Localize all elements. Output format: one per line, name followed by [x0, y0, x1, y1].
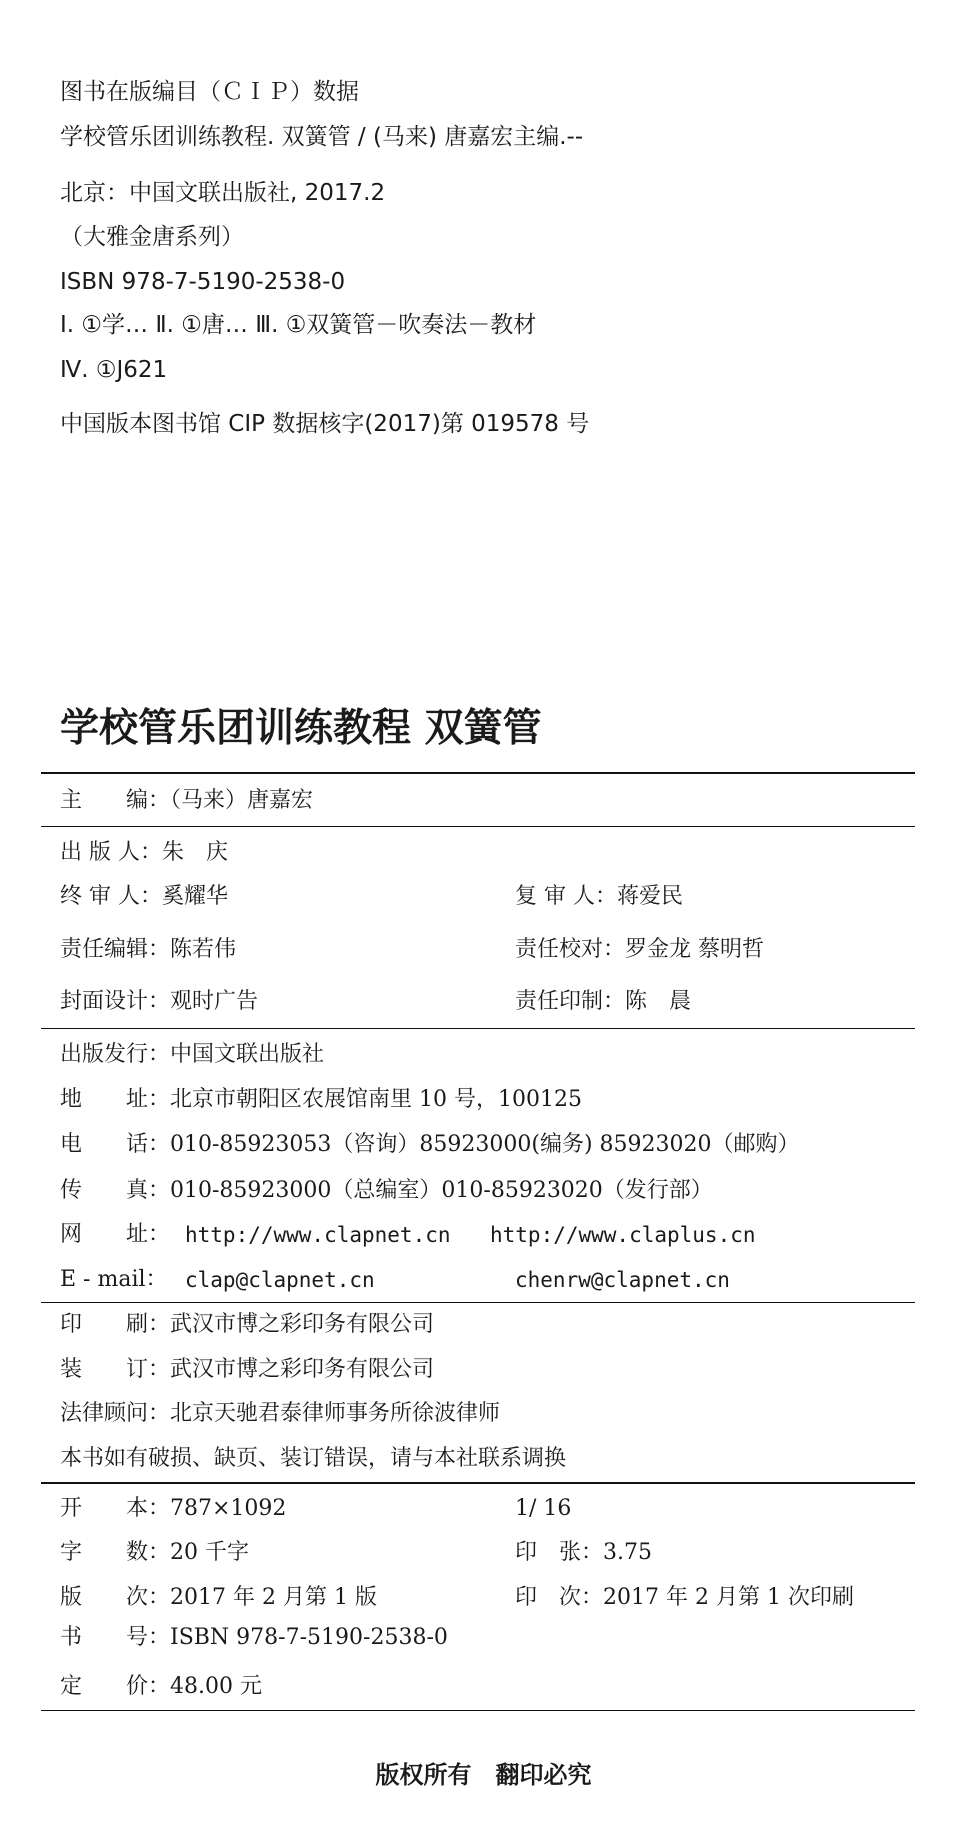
binder: 装 订：武汉市博之彩印务有限公司 — [60, 1357, 435, 1382]
cip-header: 图书在版编目（ＣＩＰ）数据 — [60, 79, 359, 105]
proofreader: 责任校对：罗金龙 蔡明哲 — [515, 937, 764, 962]
website-link-2[interactable]: http://www.claplus.cn — [490, 1223, 756, 1247]
spec-row — [60, 1494, 910, 1524]
second-reviewer: 复 审 人：蒋爱民 — [515, 884, 683, 909]
website-link-1[interactable]: http://www.clapnet.cn — [185, 1223, 451, 1247]
isbn: 书 号：ISBN 978-7-5190-2538-0 — [60, 1625, 448, 1650]
cip-title-line: 学校管乐团训练教程. 双簧管 / (马来) 唐嘉宏主编.-- — [60, 124, 584, 150]
staff-row — [60, 838, 910, 868]
replacement-notice: 本书如有破损、缺页、装订错误，请与本社联系调换 — [60, 1446, 567, 1471]
staff-row — [60, 935, 910, 965]
divider — [41, 1710, 915, 1711]
divider — [41, 1028, 915, 1029]
spec-row — [60, 1623, 910, 1653]
cip-series-line: （大雅金唐系列） — [60, 224, 244, 250]
printer: 印 刷：武汉市博之彩印务有限公司 — [60, 1312, 435, 1337]
cip-classification-1: Ⅰ. ①学… Ⅱ. ①唐… Ⅲ. ①双簧管－吹奏法－教材 — [60, 312, 537, 338]
divider — [41, 772, 915, 774]
final-reviewer: 终 审 人：奚耀华 — [60, 884, 228, 909]
editor-in-charge: 责任编辑：陈若伟 — [60, 937, 237, 962]
distribution-row — [60, 1130, 910, 1160]
website-label: 网 址： — [60, 1222, 171, 1247]
distribution-row — [60, 1220, 910, 1250]
divider — [41, 1302, 915, 1303]
cover-designer: 封面设计：观时广告 — [60, 989, 259, 1014]
edition: 版 次：2017 年 2 月第 1 版 — [60, 1585, 377, 1610]
editor-row — [60, 786, 910, 816]
cip-isbn: ISBN 978-7-5190-2538-0 — [60, 269, 346, 295]
cip-classification-2: Ⅳ. ①J621 — [60, 357, 168, 383]
book-title: 学校管乐团训练教程 双簧管 — [60, 706, 542, 751]
format: 开 本：787×1092 — [60, 1496, 287, 1521]
distribution-row — [60, 1085, 910, 1115]
printing-row — [60, 1355, 910, 1385]
legal-advisor: 法律顾问：北京天驰君泰律师事务所徐波律师 — [60, 1401, 501, 1426]
printing-row — [60, 1399, 910, 1429]
divider — [41, 1482, 915, 1484]
spec-row — [60, 1583, 910, 1613]
issuer: 出版发行：中国文联出版社 — [60, 1042, 325, 1067]
publisher-person: 出 版 人：朱 庆 — [60, 840, 228, 865]
editor: 主 编：（马来）唐嘉宏 — [60, 788, 314, 813]
distribution-row — [60, 1040, 910, 1070]
divider — [41, 826, 915, 827]
printing-row — [60, 1310, 910, 1340]
spec-row — [60, 1672, 910, 1702]
impression: 印 次：2017 年 2 月第 1 次印刷 — [515, 1585, 854, 1610]
phone: 电 话：010-85923053（咨询）85923000(编务) 85923020（邮购） — [60, 1132, 800, 1157]
address: 地 址：北京市朝阳区农展馆南里 10 号，100125 — [60, 1087, 582, 1112]
staff-row — [60, 882, 910, 912]
print-supervisor: 责任印制：陈 晨 — [515, 989, 692, 1014]
format-fraction: 1/ 16 — [515, 1496, 572, 1521]
email-label: E - mail： — [60, 1267, 168, 1292]
email-link-1[interactable]: clap@clapnet.cn — [185, 1268, 375, 1292]
copyright-notice: 版权所有 翻印必究 — [375, 1761, 592, 1789]
word-count: 字 数：20 千字 — [60, 1540, 249, 1565]
cip-publisher-line: 北京：中国文联出版社, 2017.2 — [60, 180, 386, 206]
printing-row — [60, 1444, 910, 1474]
distribution-row — [60, 1265, 910, 1295]
fax: 传 真：010-85923000（总编室）010-85923020（发行部） — [60, 1178, 713, 1203]
printed-sheets: 印 张：3.75 — [515, 1540, 652, 1565]
cip-record-number: 中国版本图书馆 CIP 数据核字(2017)第 019578 号 — [60, 411, 590, 437]
staff-row — [60, 987, 910, 1017]
distribution-row — [60, 1176, 910, 1206]
price: 定 价：48.00 元 — [60, 1674, 262, 1699]
email-link-2[interactable]: chenrw@clapnet.cn — [515, 1268, 730, 1292]
spec-row — [60, 1538, 910, 1568]
